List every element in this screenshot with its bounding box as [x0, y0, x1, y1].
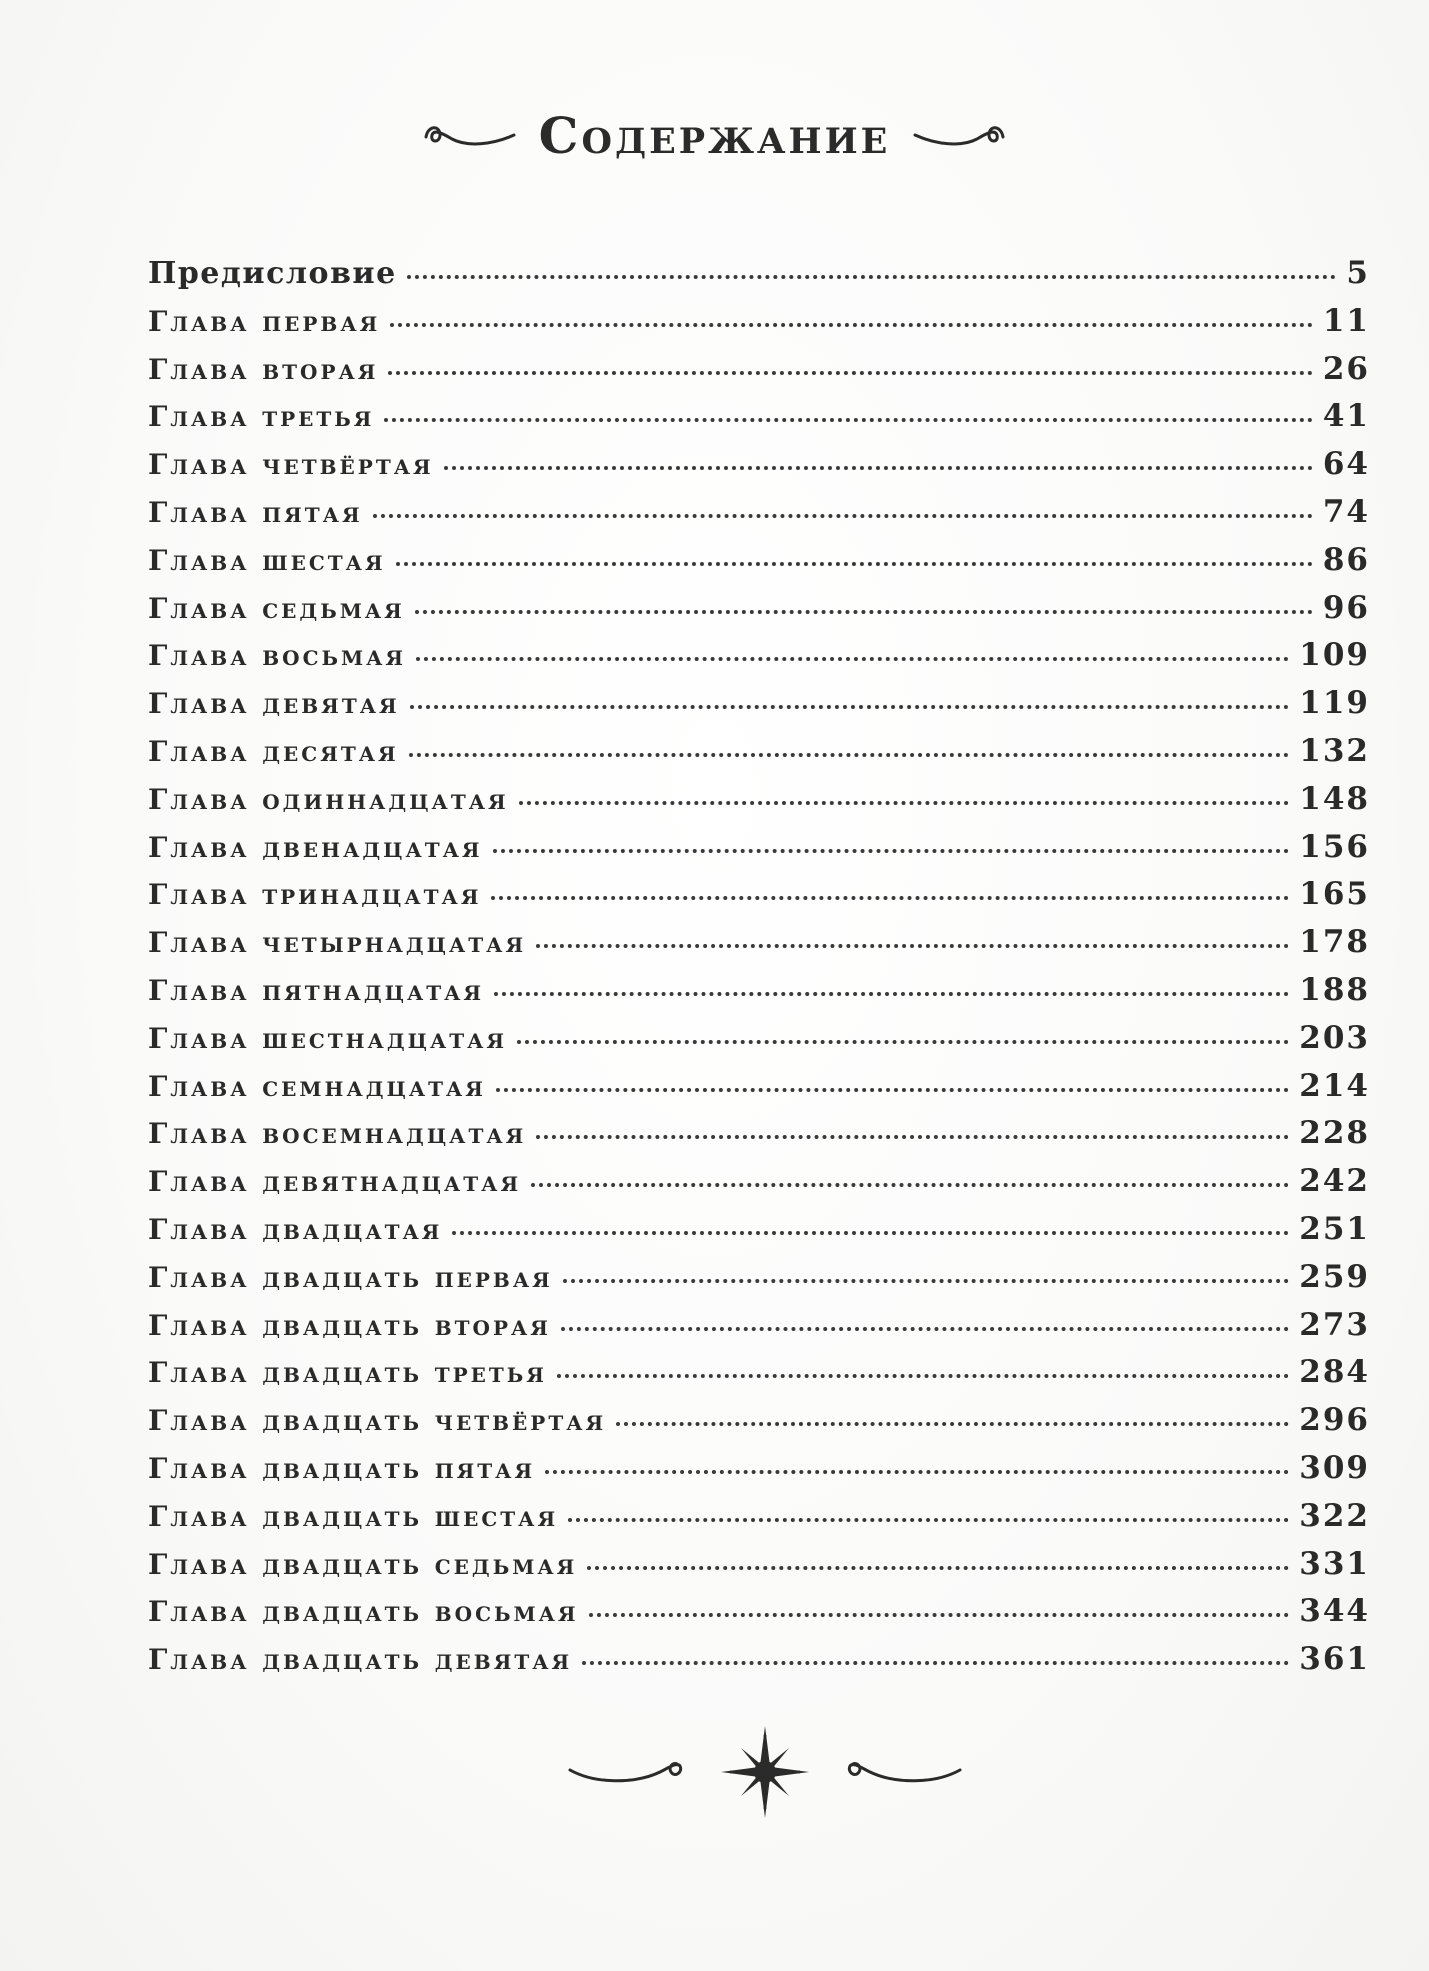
toc-entry [148, 1450, 1370, 1498]
dot-leader [415, 610, 1313, 614]
toc-entry-page-number: 41 [1322, 398, 1370, 435]
dot-leader [536, 944, 1289, 948]
toc-entry [148, 494, 1370, 542]
toc-entry-page-number: 156 [1299, 828, 1370, 865]
toc-entry-page-number: 165 [1299, 876, 1370, 913]
toc-entry-label: Глава двадцать седьмая [148, 1547, 578, 1581]
toc-entry-page-number: 259 [1299, 1258, 1370, 1295]
toc-entry-label: Глава двадцать третья [148, 1356, 547, 1390]
dot-leader [589, 1613, 1290, 1617]
toc-entry [148, 1163, 1370, 1211]
swash-left-icon [422, 115, 517, 155]
toc-entry-page-number: 86 [1322, 541, 1370, 578]
toc-entry-page-number: 132 [1299, 732, 1370, 769]
toc-entry [148, 1354, 1370, 1402]
toc-entry [148, 685, 1370, 733]
toc-entry [148, 303, 1370, 351]
dot-leader [517, 1040, 1289, 1044]
toc-entry-page-number: 344 [1299, 1593, 1370, 1630]
toc-entry-label: Глава вторая [148, 352, 379, 386]
toc-entry [148, 1115, 1370, 1163]
toc-entry [148, 590, 1370, 638]
toc-entry-page-number: 64 [1322, 446, 1370, 483]
toc-entry-page-number: 242 [1299, 1163, 1370, 1200]
toc-entry-label: Глава двадцать четвёртая [148, 1404, 607, 1438]
toc-entry [148, 1307, 1370, 1355]
dot-leader [494, 992, 1289, 996]
dot-leader [384, 418, 1312, 422]
dot-leader [563, 1279, 1290, 1283]
toc-entry [148, 1593, 1370, 1641]
toc-entry [148, 351, 1370, 399]
dot-leader [557, 1374, 1289, 1378]
toc-entry [148, 1068, 1370, 1116]
dot-leader [444, 466, 1313, 470]
toc-entry [148, 924, 1370, 972]
toc-entry [148, 876, 1370, 924]
toc-entry-page-number: 74 [1322, 493, 1370, 530]
toc-entry [148, 1641, 1370, 1689]
toc-entry-label: Глава семнадцатая [148, 1069, 486, 1103]
toc-entry [148, 255, 1370, 303]
toc-entry-label: Глава шестнадцатая [148, 1021, 508, 1055]
toc-entry-page-number: 296 [1299, 1402, 1370, 1439]
toc-entry-page-number: 5 [1346, 255, 1370, 291]
toc-entry [148, 446, 1370, 494]
toc-entry-page-number: 96 [1322, 589, 1370, 626]
toc-entry [148, 1546, 1370, 1594]
toc-entry-label: Глава двадцать первая [148, 1260, 553, 1294]
toc-entry-page-number: 273 [1299, 1306, 1370, 1343]
dot-leader [452, 1231, 1289, 1235]
page-title: Содержание [538, 105, 891, 165]
toc-entry [148, 1211, 1370, 1259]
toc-entry [148, 733, 1370, 781]
toc-entry-label: Глава первая [148, 304, 381, 338]
dot-leader [496, 1088, 1289, 1092]
toc-entry-label: Глава четвёртая [148, 448, 434, 482]
toc-entry-page-number: 322 [1299, 1497, 1370, 1534]
toc-entry-label: Глава двадцать вторая [148, 1308, 551, 1342]
toc-entry-label: Глава девятая [148, 687, 400, 721]
dot-leader [616, 1422, 1289, 1426]
toc-entry-page-number: 11 [1322, 302, 1370, 339]
toc-entry [148, 542, 1370, 590]
contents-header [0, 95, 1429, 175]
toc-entry [148, 398, 1370, 446]
toc-entry-label: Глава одиннадцатая [148, 782, 509, 816]
toc-entry [148, 972, 1370, 1020]
dot-leader [407, 275, 1337, 279]
toc-entry-label: Глава шестая [148, 543, 386, 577]
dot-leader [582, 1661, 1289, 1665]
toc-entry-page-number: 148 [1299, 780, 1370, 817]
toc-entry-label: Глава четырнадцатая [148, 926, 527, 960]
toc-entry-label: Глава восемнадцатая [148, 1117, 527, 1151]
toc-entry-label: Глава девятнадцатая [148, 1165, 522, 1199]
toc-entry-page-number: 203 [1299, 1019, 1370, 1056]
toc-entry-page-number: 309 [1299, 1449, 1370, 1486]
toc-entry-page-number: 178 [1299, 924, 1370, 961]
toc-entry-label: Глава восьмая [148, 639, 407, 673]
dot-leader [587, 1566, 1289, 1570]
toc-entry [148, 1402, 1370, 1450]
toc-entry-label: Глава двенадцатая [148, 830, 483, 864]
toc-entry-label: Глава пятая [148, 495, 363, 529]
toc-entry [148, 1020, 1370, 1068]
dot-leader [545, 1470, 1289, 1474]
toc-entry-page-number: 284 [1299, 1354, 1370, 1391]
toc-entry-label: Предисловие [148, 256, 397, 291]
dot-leader [519, 801, 1290, 805]
toc-entry-label: Глава двадцать восьмая [148, 1595, 579, 1629]
toc-entry [148, 1498, 1370, 1546]
dot-leader [396, 562, 1313, 566]
dot-leader [491, 896, 1289, 900]
toc-entry-label: Глава двадцатая [148, 1212, 443, 1246]
toc-entry [148, 1259, 1370, 1307]
dot-leader [409, 753, 1290, 757]
toc-entry-label: Глава третья [148, 400, 375, 434]
toc-entry [148, 637, 1370, 685]
toc-entry-label: Глава тринадцатая [148, 878, 482, 912]
dot-leader [373, 514, 1313, 518]
dot-leader [531, 1183, 1289, 1187]
toc-entry-page-number: 361 [1299, 1641, 1370, 1678]
toc-entry-label: Глава пятнадцатая [148, 973, 485, 1007]
toc-entry-page-number: 188 [1299, 971, 1370, 1008]
toc-entry-label: Глава двадцать пятая [148, 1451, 536, 1485]
toc-entry-page-number: 214 [1299, 1067, 1370, 1104]
table-of-contents [148, 255, 1370, 1689]
toc-entry-page-number: 331 [1299, 1545, 1370, 1582]
compass-rose-icon [565, 1722, 965, 1822]
dot-leader [568, 1518, 1289, 1522]
dot-leader [561, 1327, 1289, 1331]
dot-leader [388, 371, 1312, 375]
toc-entry-label: Глава седьмая [148, 591, 405, 625]
toc-entry-page-number: 109 [1299, 637, 1370, 674]
toc-entry-page-number: 228 [1299, 1115, 1370, 1152]
swash-right-icon [912, 115, 1007, 155]
toc-entry-page-number: 119 [1299, 685, 1370, 722]
dot-leader [493, 849, 1290, 853]
dot-leader [536, 1135, 1289, 1139]
toc-entry-page-number: 251 [1299, 1210, 1370, 1247]
dot-leader [416, 657, 1289, 661]
dot-leader [390, 323, 1313, 327]
toc-entry-label: Глава десятая [148, 734, 399, 768]
dot-leader [410, 705, 1290, 709]
toc-entry [148, 781, 1370, 829]
toc-entry-label: Глава двадцать девятая [148, 1643, 573, 1677]
toc-entry-page-number: 26 [1322, 350, 1370, 387]
toc-entry-label: Глава двадцать шестая [148, 1499, 559, 1533]
toc-entry [148, 829, 1370, 877]
